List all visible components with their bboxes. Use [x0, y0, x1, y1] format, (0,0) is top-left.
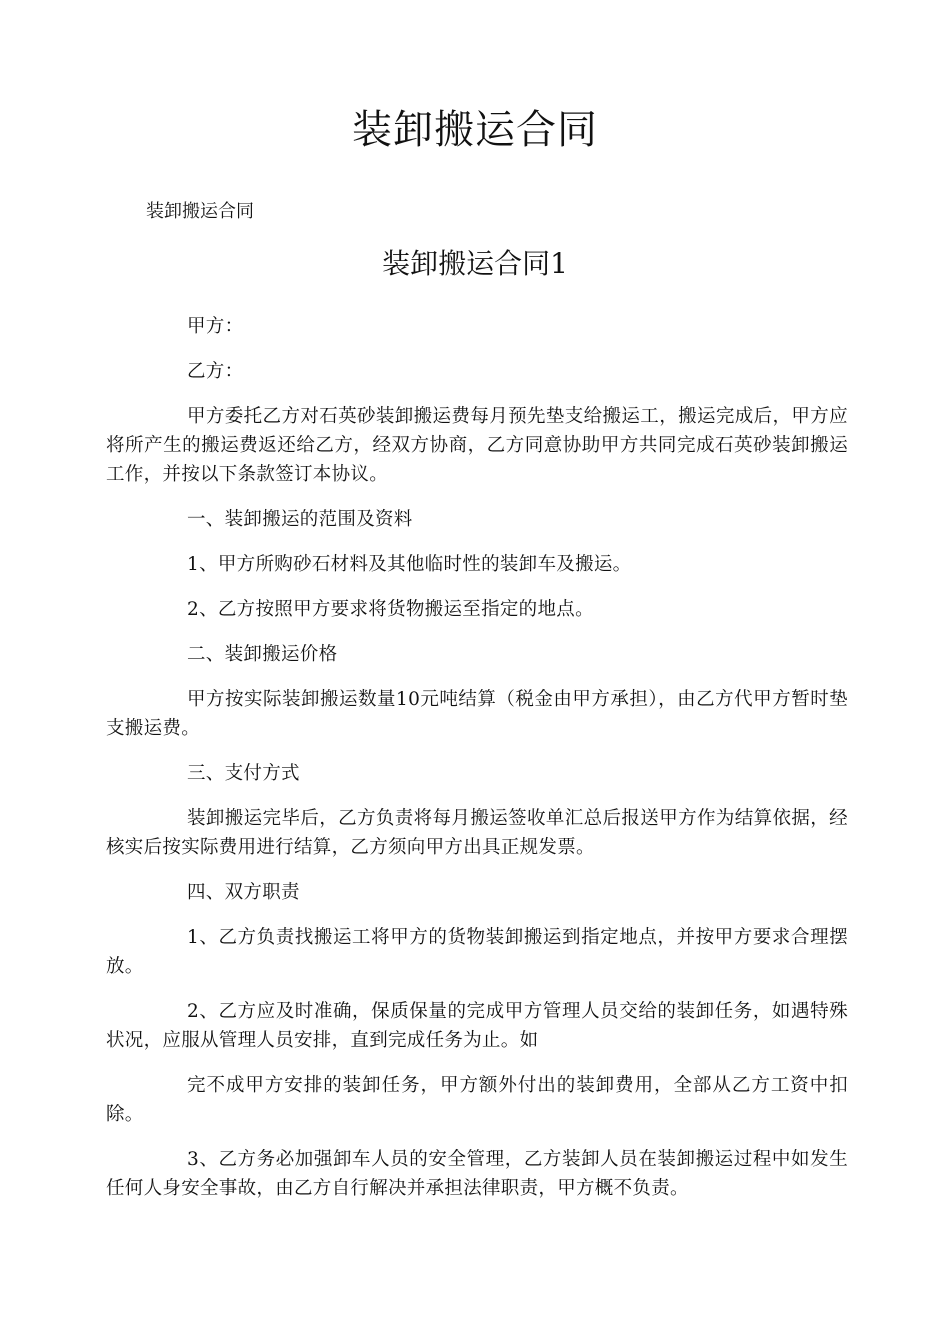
clause-item: 1、甲方所购砂石材料及其他临时性的装卸车及搬运。 [187, 554, 632, 575]
intro-paragraph: 甲方委托乙方对石英砂装卸搬运费每月预先垫支给搬运工，搬运完成后，甲方应将所产生的搬运费返还给乙方，经双方协商，乙方同意协助甲方共同完成石英砂装卸搬运工作，并按以下条款签订本协议。 [106, 406, 848, 485]
party-b-line: 乙方： [187, 361, 244, 382]
clause-item: 装卸搬运完毕后，乙方负责将每月搬运签收单汇总后报送甲方作为结算依据，经核实后按实际费用进行结算，乙方须向甲方出具正规发票。 [106, 808, 848, 858]
clause-item: 1、乙方负责找搬运工将甲方的货物装卸搬运到指定地点，并按甲方要求合理摆放。 [106, 927, 848, 977]
party-a-line: 甲方： [187, 316, 244, 337]
clause-item: 2、乙方应及时准确，保质保量的完成甲方管理人员交给的装卸任务，如遇特殊状况，应服从管理人员安排，直到完成任务为止。如 [106, 1001, 848, 1051]
clause-heading-price: 二、装卸搬运价格 [187, 644, 338, 665]
contract-section-title: 装卸搬运合同1 [382, 247, 568, 280]
clause-heading-duties: 四、双方职责 [187, 882, 300, 903]
contract-body [106, 312, 848, 1219]
clause-item: 完不成甲方安排的装卸任务，甲方额外付出的装卸费用，全部从乙方工资中扣除。 [106, 1075, 848, 1125]
clause-item: 2、乙方按照甲方要求将货物搬运至指定的地点。 [187, 599, 594, 620]
document-title: 装卸搬运合同 [352, 107, 598, 153]
clause-item: 甲方按实际装卸搬运数量10元吨结算（税金由甲方承担），由乙方代甲方暂时垫支搬运费。 [106, 689, 848, 739]
clause-heading-scope: 一、装卸搬运的范围及资料 [187, 509, 413, 530]
clause-heading-payment: 三、支付方式 [187, 763, 300, 784]
clause-item: 3、乙方务必加强卸车人员的安全管理，乙方装卸人员在装卸搬运过程中如发生任何人身安全事故，由乙方自行解决并承担法律职责，甲方概不负责。 [106, 1149, 848, 1199]
document-subtitle: 装卸搬运合同 [146, 201, 254, 222]
